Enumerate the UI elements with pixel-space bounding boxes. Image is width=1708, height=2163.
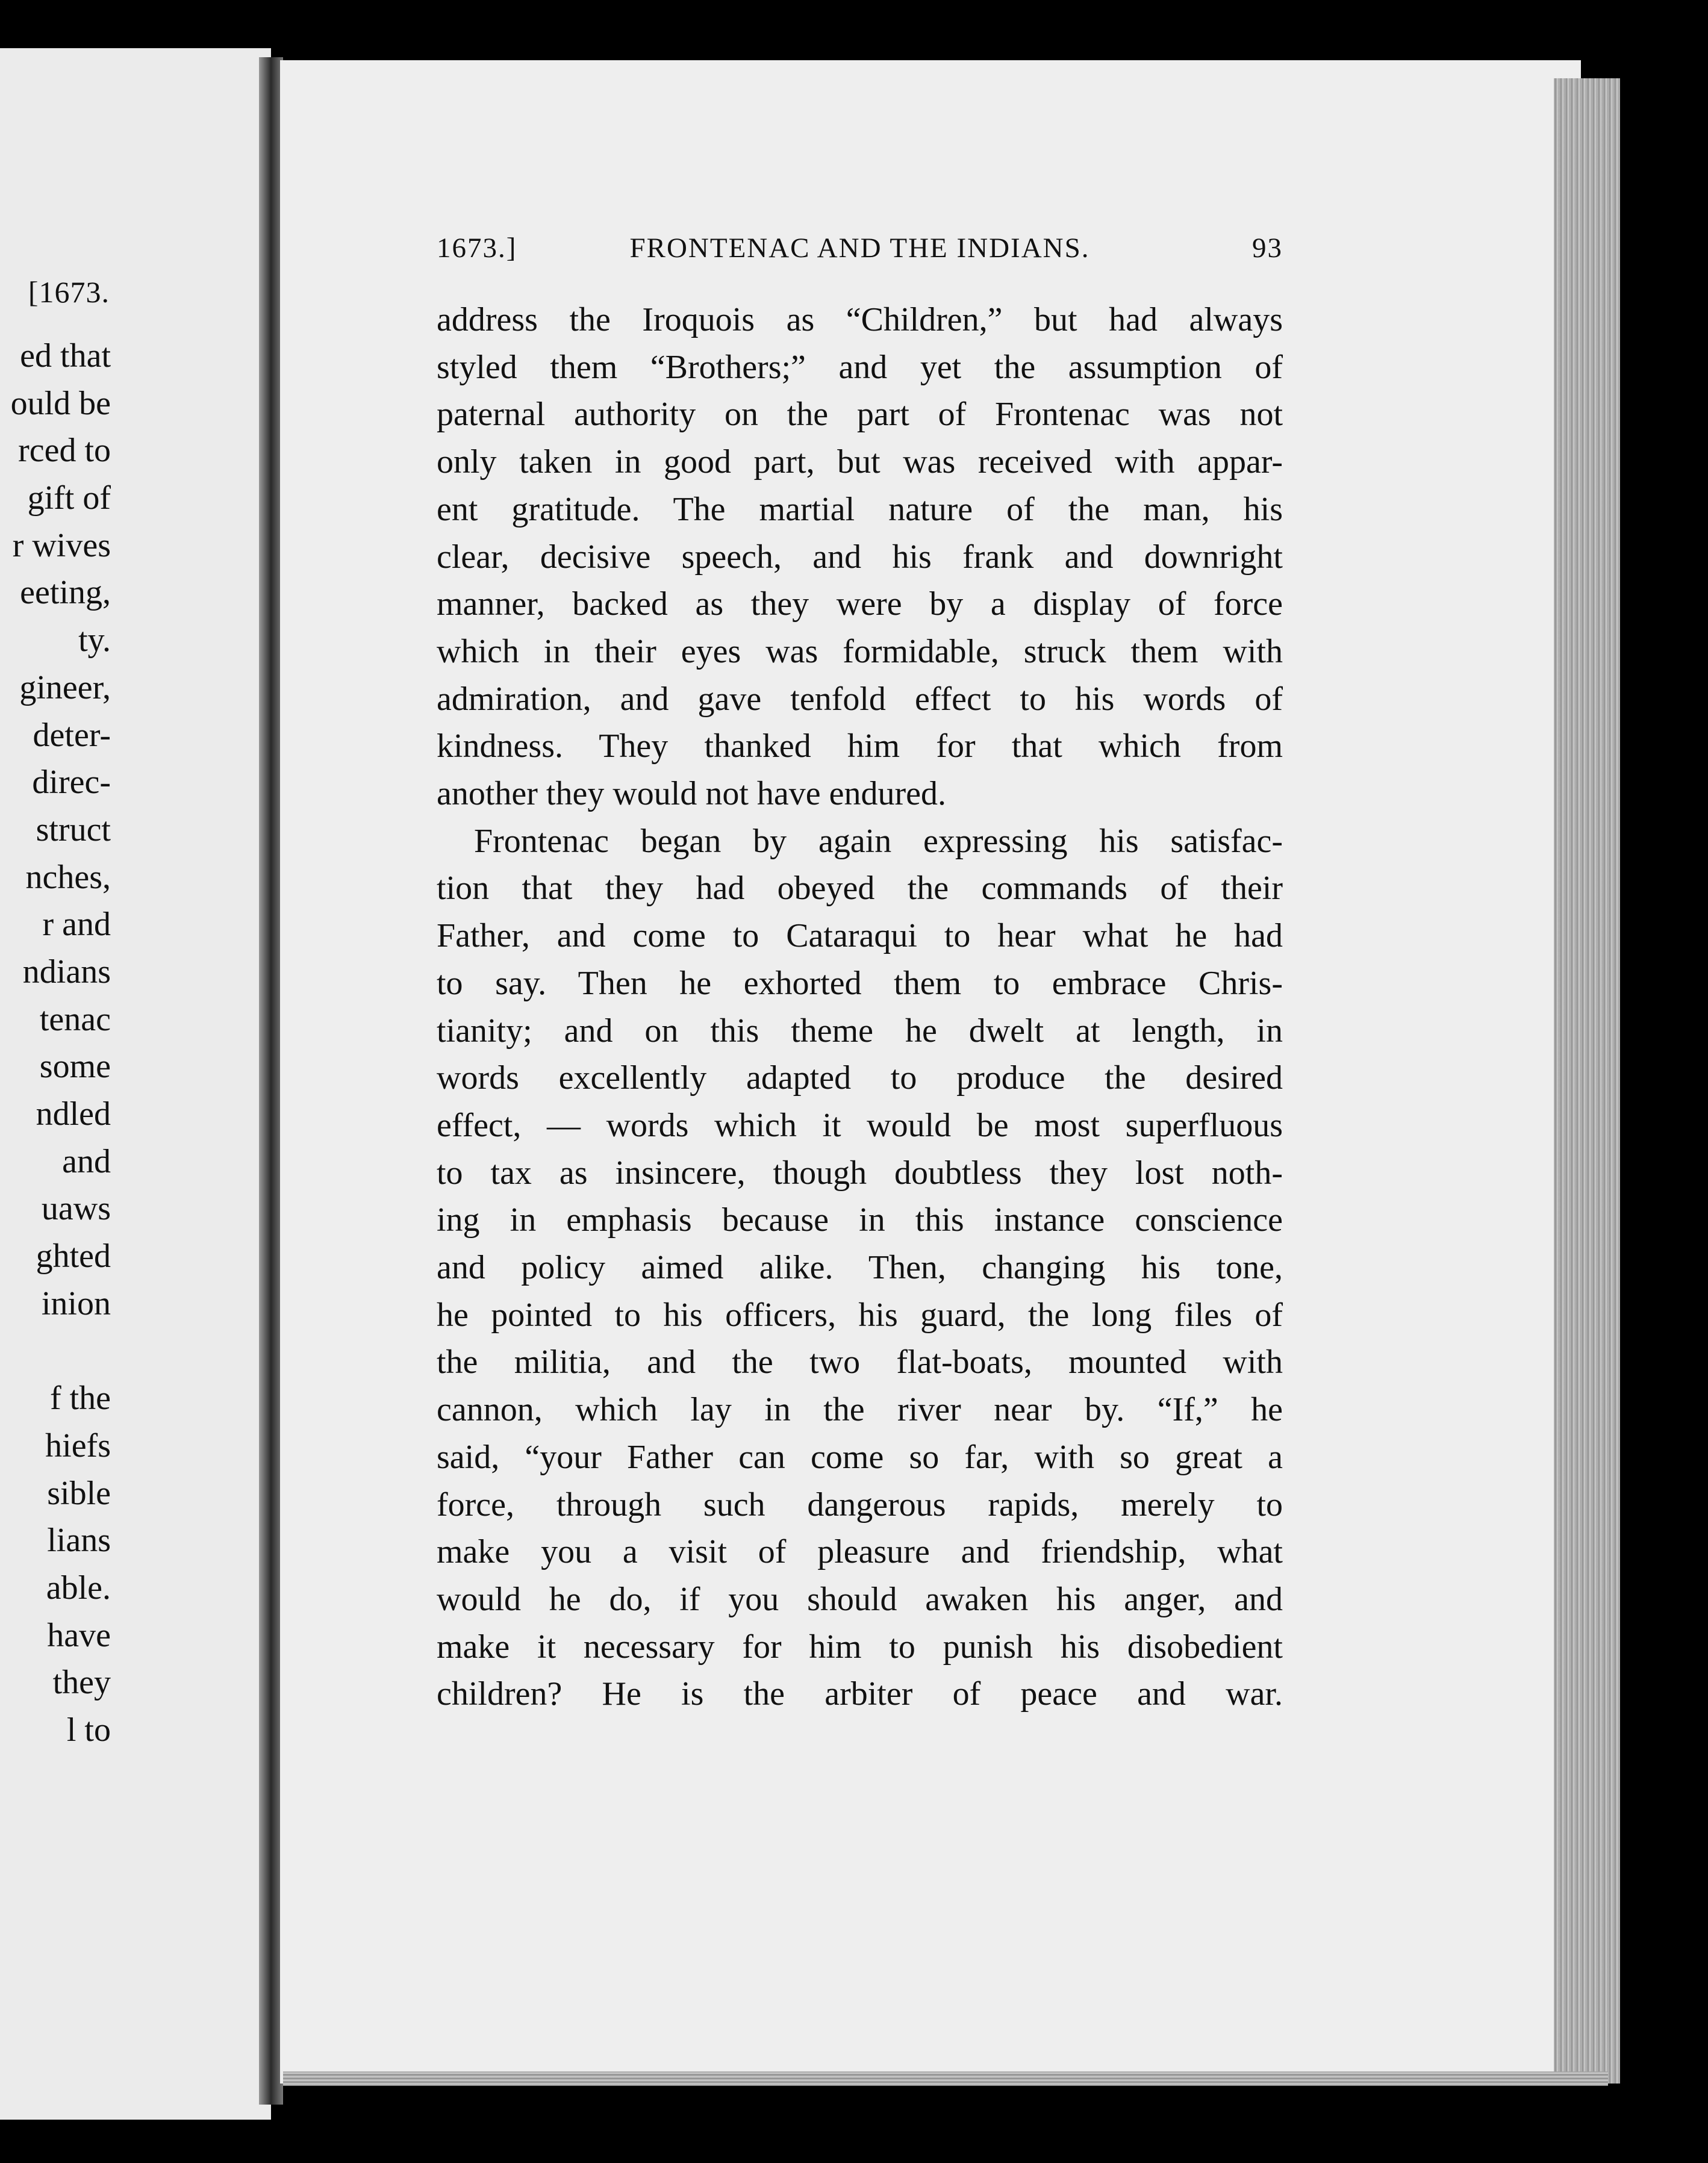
text-line: effect, — words which it would be most superfluous — [437, 1106, 1283, 1144]
text-line: paternal authority on the part of Frontenac was not — [437, 396, 1283, 434]
left-page-line: ghted — [36, 1237, 111, 1275]
left-page-line: ndled — [36, 1095, 111, 1133]
left-page-line: lians — [47, 1522, 111, 1560]
body-text — [437, 296, 1283, 1718]
text-line: clear, decisive speech, and his frank and downright — [437, 538, 1283, 576]
text-line: said, “your Father can come so far, with so great a — [437, 1438, 1283, 1476]
running-head-title: FRONTENAC AND THE INDIANS. — [629, 232, 1090, 264]
text-line: to say. Then he exhorted them to embrace Chris- — [437, 964, 1283, 1002]
text-line: manner, backed as they were by a display of force — [437, 585, 1283, 623]
text-line: and policy aimed alike. Then, changing his tone, — [437, 1249, 1283, 1287]
page-number: 93 — [1252, 232, 1283, 264]
text-line: make it necessary for him to punish his disobedient — [437, 1628, 1283, 1666]
text-line: Father, and come to Cataraqui to hear what he had — [437, 917, 1283, 955]
text-line: he pointed to his officers, his guard, the long files of — [437, 1296, 1283, 1334]
left-page-line: some — [39, 1048, 111, 1086]
text-line: styled them “Brothers;” and yet the assumption of — [437, 348, 1283, 386]
left-page-line: uaws — [41, 1190, 111, 1228]
text-line: cannon, which lay in the river near by. “If,” he — [437, 1391, 1283, 1429]
text-line: which in their eyes was formidable, struck them with — [437, 632, 1283, 670]
running-head — [437, 232, 1283, 272]
text-line: the militia, and the two flat-boats, mounted with — [437, 1343, 1283, 1381]
left-page-line: l to — [66, 1711, 111, 1749]
text-line: force, through such dangerous rapids, merely to — [437, 1486, 1283, 1523]
left-page-line: ty. — [78, 621, 111, 659]
left-page-line: have — [47, 1616, 111, 1654]
left-page-line: they — [52, 1664, 111, 1702]
left-page-line: inion — [41, 1284, 111, 1322]
left-page-line: eeting, — [20, 574, 111, 612]
text-line: Frontenac began by again expressing his satisfac- — [474, 822, 1283, 860]
text-line: ing in emphasis because in this instance conscience — [437, 1201, 1283, 1239]
left-page-line: ed that — [20, 337, 111, 375]
text-line: only taken in good part, but was received with appar- — [437, 443, 1283, 481]
running-head-date: 1673.] — [437, 232, 517, 264]
text-line: kindness. They thanked him for that which from — [437, 727, 1283, 765]
left-page-line: hiefs — [45, 1427, 111, 1464]
left-page — [0, 48, 271, 2120]
text-line: address the Iroquois as “Children,” but had always — [437, 301, 1283, 338]
left-page-line: able. — [46, 1569, 111, 1607]
left-page-header: [1673. — [28, 275, 110, 309]
left-page-line: sible — [47, 1474, 111, 1512]
left-page-line: tenac — [39, 1000, 111, 1038]
left-page-line: r and — [42, 906, 111, 944]
text-line: another they would not have endured. — [437, 775, 946, 813]
left-page-line: gineer, — [19, 668, 111, 706]
left-page-line: gift of — [27, 479, 111, 517]
page-fore-edge — [1554, 78, 1620, 2084]
text-line: tion that they had obeyed the commands of their — [437, 870, 1283, 907]
left-page-line: and — [62, 1142, 111, 1180]
left-page-line: deter- — [33, 716, 111, 754]
left-page-line: r wives — [12, 526, 111, 564]
left-page-line: nches, — [25, 858, 111, 896]
left-page-line: ndians — [22, 953, 111, 991]
left-page-text — [0, 332, 111, 1754]
text-line: words excellently adapted to produce the desired — [437, 1059, 1283, 1097]
text-line: to tax as insincere, though doubtless they lost noth- — [437, 1154, 1283, 1192]
text-line: tianity; and on this theme he dwelt at length, in — [437, 1012, 1283, 1050]
left-page-line: struct — [36, 811, 111, 848]
text-line: would he do, if you should awaken his anger, and — [437, 1580, 1283, 1618]
left-page-line: ould be — [10, 384, 111, 422]
text-line: make you a visit of pleasure and friendship, what — [437, 1533, 1283, 1571]
left-page-line: direc- — [32, 764, 111, 801]
left-page-line — [0, 1327, 111, 1375]
left-page-line: f the — [49, 1380, 111, 1418]
text-line: ent gratitude. The martial nature of the man, his — [437, 490, 1283, 528]
book-gutter — [259, 57, 283, 2105]
text-line: children? He is the arbiter of peace and war. — [437, 1675, 1283, 1713]
left-page-line: rced to — [18, 432, 111, 470]
paragraph — [437, 818, 1283, 1718]
text-line: admiration, and gave tenfold effect to his words of — [437, 680, 1283, 718]
page-bottom-edge — [283, 2071, 1608, 2086]
paragraph — [437, 296, 1283, 818]
